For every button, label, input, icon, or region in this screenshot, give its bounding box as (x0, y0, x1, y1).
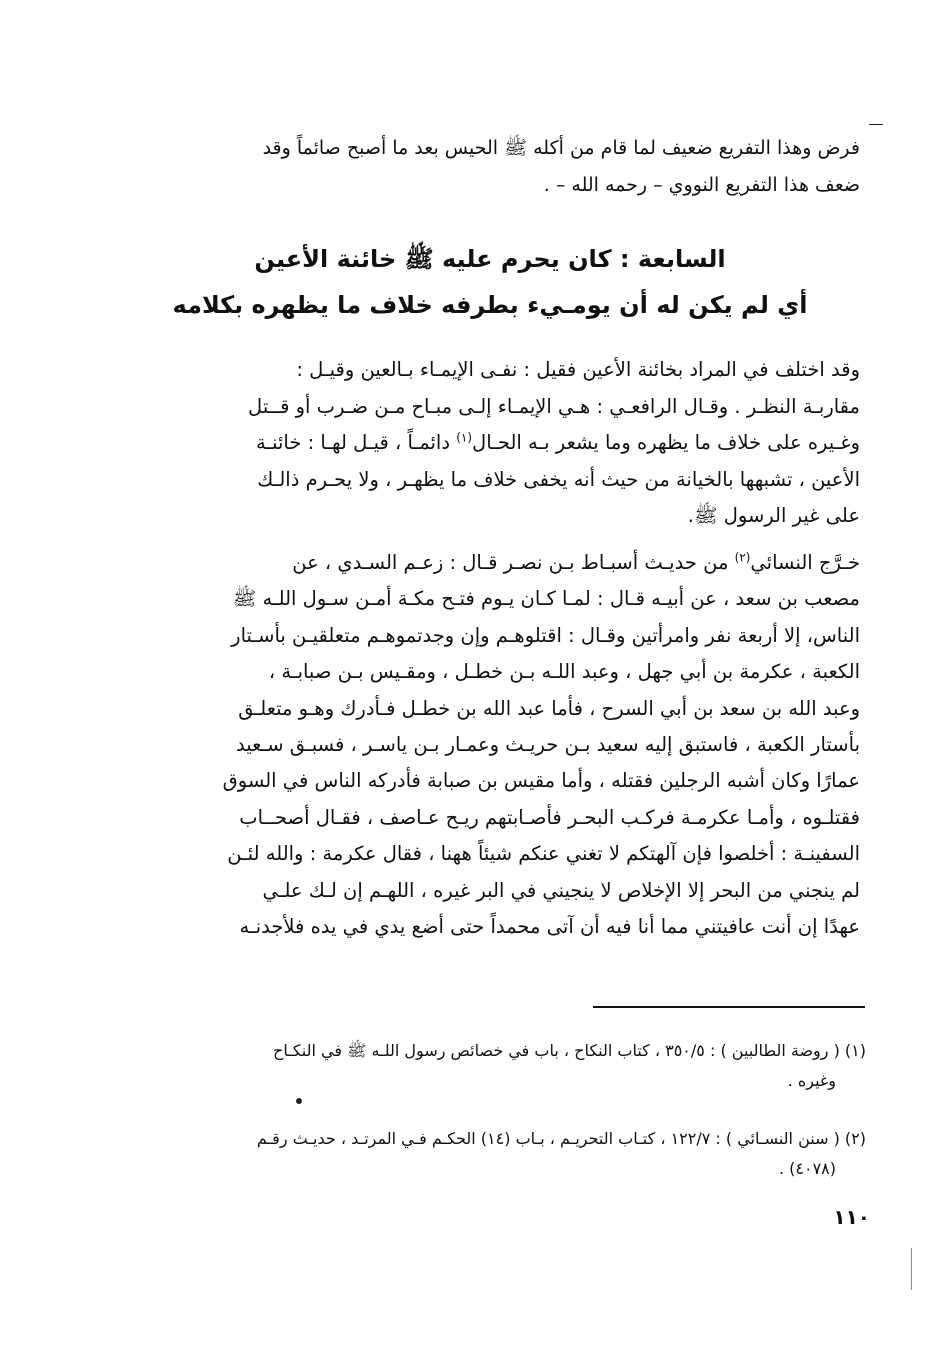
footnote-1 (120, 1036, 866, 1096)
text-line (118, 545, 860, 581)
footnote-ref-1: (١) (456, 430, 473, 445)
footnote-text: (١) ( روضة الطالبين ) : ٣٥٠/٥ ، كتاب النكاح ، باب في خصائص رسول اللـه ﷺ في النكـاح (273, 1041, 866, 1060)
text-line: بأستار الكعبة ، فاستبق إليه سعيد بـن حريـث وعمـار بـن ياسـر ، فسبـق سـعيد (236, 733, 860, 757)
text-line: فرض وهذا التفريع ضعيف لما قام من أكله ﷺ الحيس بعد ما أصبح صائماً وقد (262, 137, 860, 159)
paragraph-first (118, 352, 860, 535)
footnote-ref-2: (٢) (734, 550, 751, 565)
text-line: عمارًا وكان أشبه الرجلين فقتله ، وأما مقيس بن صبابة فأدركه الناس في السوق (222, 769, 860, 793)
text-line: عهدًا إن أنت عافيتني مما أنا فيه أن آتى محمداً حتى أضع يدي في يده فلأجدنـه (239, 915, 860, 939)
footnote-text: (٤٠٧٨) . (778, 1159, 836, 1178)
text-line: السفينـة : أخلصوا فإن آلهتكم لا تغني عنكم شيئاً ههنا ، فقال عكرمة : والله لئـن (227, 842, 860, 866)
text-line: الناس، إلا أربعة نفر وامرأتين وقـال : اقتلوهـم وإن وجدتموهـم متعلقيـن بأسـتار (231, 623, 860, 647)
text-line: على غير الرسول ﷺ. (687, 504, 860, 527)
scan-mark (911, 1248, 912, 1290)
scan-mark (869, 124, 883, 125)
intro-paragraph (118, 130, 860, 204)
ink-speck (296, 1098, 302, 1104)
page-number: ١١٠ (833, 1205, 870, 1229)
section-subheading: أي لم يكن له أن يومـيء بطرفه خلاف ما يظهره بكلامه (172, 291, 808, 319)
text-line: مصعب بن سعد ، عن أبيـه قـال : لمـا كـان يـوم فتـح مكـة أمـن سـول اللـه ﷺ (232, 587, 860, 611)
text-fragment: دائمـاً ، قيـل لهـا : خائنـة (255, 431, 457, 454)
text-line: لم ينجني من البحر إلا الإخلاص لا ينجيني في البر غيره ، اللهـم إن لـك علـي (262, 878, 860, 902)
section-heading: السابعة : كان يحرم عليه ﷺ خائنة الأعين (254, 245, 726, 273)
paragraph-hadith (118, 545, 860, 945)
footnote-2 (120, 1124, 866, 1184)
text-line: الكعبة ، عكرمة بن أبي جهل ، وعبد اللـه بـن خطـل ، ومقـيس بـن صبابـة ، (268, 660, 860, 684)
text-line: وقد اختلف في المراد بخائنة الأعين فقيل : نفـى الإيمـاء بـالعين وقيـل : (296, 358, 860, 381)
footnote-separator (593, 1006, 865, 1008)
text-line (118, 425, 860, 462)
text-fragment: من حديـث أسبـاط بـن نصـر قـال : زعـم السـدي ، عن (292, 551, 735, 574)
footnote-text: وغيره . (787, 1071, 836, 1090)
text-line: وعبد الله بن سعد بن أبي السرح ، فأما عبد الله بن خطـل فـأدرك وهـو متعلـق (238, 696, 860, 720)
footnote-text: (٢) ( سنن النسـائي ) : ١٢٢/٧ ، كتـاب التحريـم ، بـاب (١٤) الحكـم فـي المرتـد ، حديـث رقـم (256, 1129, 866, 1148)
text-line: الأعين ، تشبهها بالخيانة من حيث أنه يخفى خلاف ما يظهـر ، ولا يحـرم ذالـك (257, 467, 860, 491)
text-line: ضعف هذا التفريع النووي – رحمه الله – . (543, 174, 860, 196)
text-fragment: وغـيره على خلاف ما يظهره وما يشعر بـه الحـال (472, 431, 860, 454)
text-line: فقتلـوه ، وأمـا عكرمـة فركـب البحـر فأصـابتهم ريـح عـاصف ، فقـال أصحــاب (239, 805, 860, 829)
text-fragment: خـرَّج النسائي (750, 551, 860, 574)
text-line: مقاربـة النظـر . وقـال الرافعـي : هـي الإيمـاء إلـى مبـاح مـن ضـرب أو قــتل (248, 394, 860, 418)
